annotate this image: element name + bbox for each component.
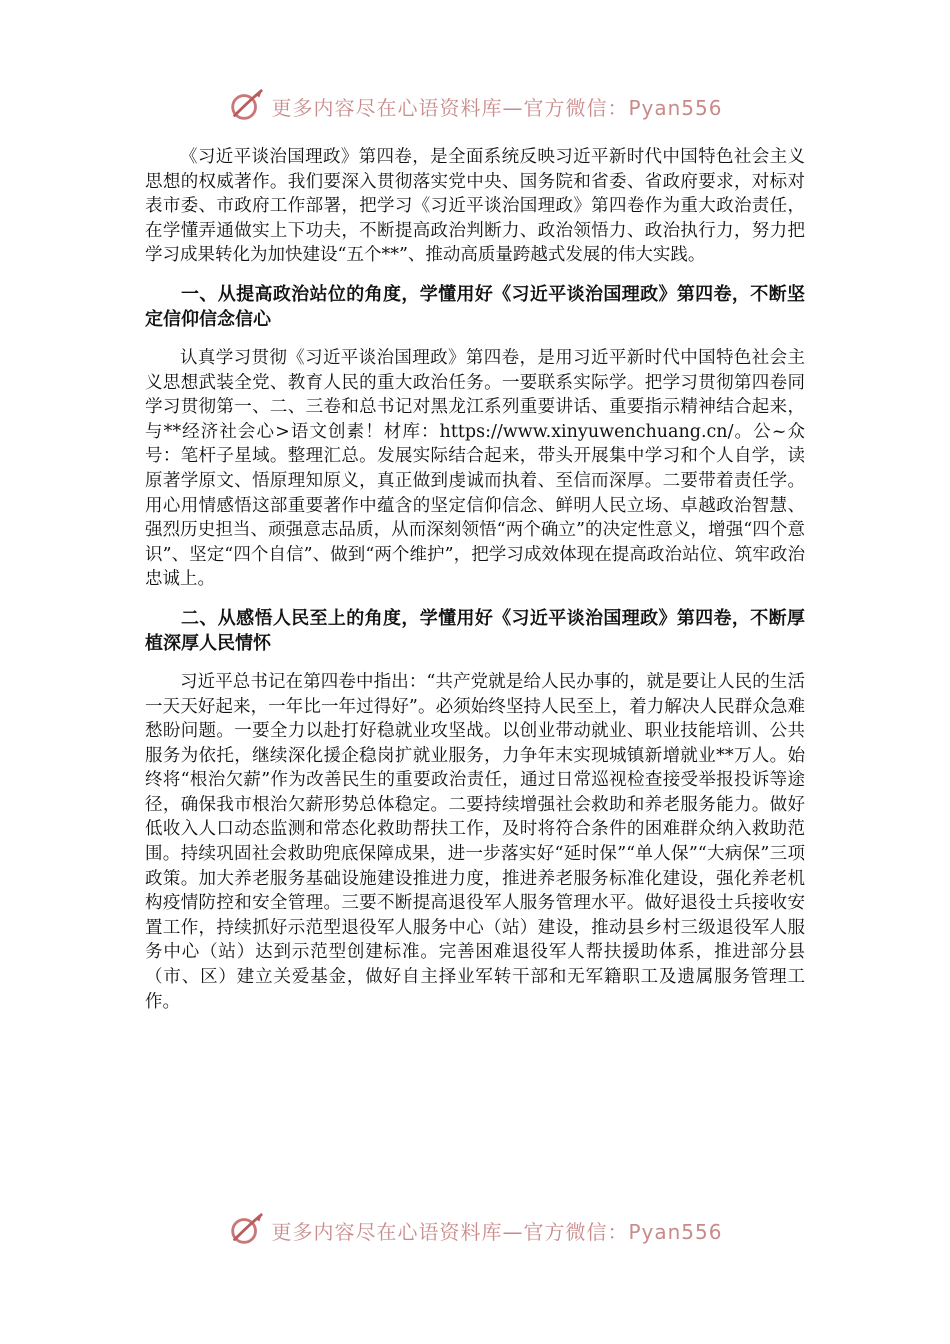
intro-paragraph: 《习近平谈治国理政》第四卷，是全面系统反映习近平新时代中国特色社会主义思想的权威著作。我们要深入贯彻落实党中央、国务院和省委、省政府要求，对标对表市委、市政府工作部署，把学习《习近平谈治国理政》第四卷作为重大政治责任，在学懂弄通做实上下功夫，不断提高政治判断力、政治领悟力、政治执行力，努力把学习成果转化为加快建设“五个**”、推动高质量跨越式发展的伟大实践。 <box>145 147 805 266</box>
header-banner-text: 更多内容尽在心语资料库—官方微信：Pyan556 <box>271 95 723 120</box>
header-banner <box>0 84 950 128</box>
section-1-paragraph: 认真学习贯彻《习近平谈治国理政》第四卷，是用习近平新时代中国特色社会主义思想武装全党、教育人民的重大政治任务。一要联系实际学。把学习贯彻第四卷同学习贯彻第一、二、三卷和总书记对黑龙江系列重要讲话、重要指示精神结合起来，与**经济社会心>语文创素！材库：https://www.xinyuwenchuang.cn/。公~众号：笔杆子星域。整理汇总。发展实际结合起来，带头开展集中学习和个人自学，读原著学原文、悟原理知原义，真正做到虔诚而执着、至信而深厚。二要带着责任学。用心用情感悟这部重要著作中蕴含的坚定信仰信念、鲜明人民立场、卓越政治智慧、强烈历史担当、顽强意志品质，从而深刻领悟“两个确立”的决定性意义，增强“四个意识”、坚定“四个自信”、做到“两个维护”，把学习成效体现在提高政治站位、筑牢政治忠诚上。 <box>145 347 805 590</box>
brush-logo-icon <box>227 87 265 125</box>
section-2-heading: 二、从感悟人民至上的角度，学懂用好《习近平谈治国理政》第四卷，不断厚植深厚人民情怀 <box>145 607 805 654</box>
brush-logo-icon <box>227 1211 265 1249</box>
footer-banner-text: 更多内容尽在心语资料库—官方微信：Pyan556 <box>271 1219 723 1244</box>
section-2-paragraph: 习近平总书记在第四卷中指出：“共产党就是给人民办事的，就是要让人民的生活一天天好起来，一年比一年过得好”。必须始终坚持人民至上，着力解决人民群众急难愁盼问题。一要全力以赴打好稳就业攻坚战。以创业带动就业、职业技能培训、公共服务为依托，继续深化援企稳岗扩就业服务，力争年末实现城镇新增就业**万人。始终将“根治欠薪”作为改善民生的重要政治责任，通过日常巡视检查接受举报投诉等途径，确保我市根治欠薪形势总体稳定。二要持续增强社会救助和养老服务能力。做好低收入人口动态监测和常态化救助帮扶工作，及时将符合条件的困难群众纳入救助范围。持续巩固社会救助兜底保障成果，进一步落实好“延时保”“单人保”“大病保”三项政策。加大养老服务基础设施建设推进力度，推进养老服务标准化建设，强化养老机构疫情防控和安全管理。三要不断提高退役军人服务管理水平。做好退役士兵接收安置工作，持续抓好示范型退役军人服务中心（站）建设，推动县乡村三级退役军人服务中心（站）达到示范型创建标准。完善困难退役军人帮扶援助体系，推进部分县（市、区）建立关爱基金，做好自主择业军转干部和无军籍职工及遗属服务管理工作。 <box>145 671 805 1012</box>
document-body <box>145 145 805 1022</box>
footer-banner <box>0 1208 950 1252</box>
section-1-heading: 一、从提高政治站位的角度，学懂用好《习近平谈治国理政》第四卷，不断坚定信仰信念信心 <box>145 283 805 330</box>
